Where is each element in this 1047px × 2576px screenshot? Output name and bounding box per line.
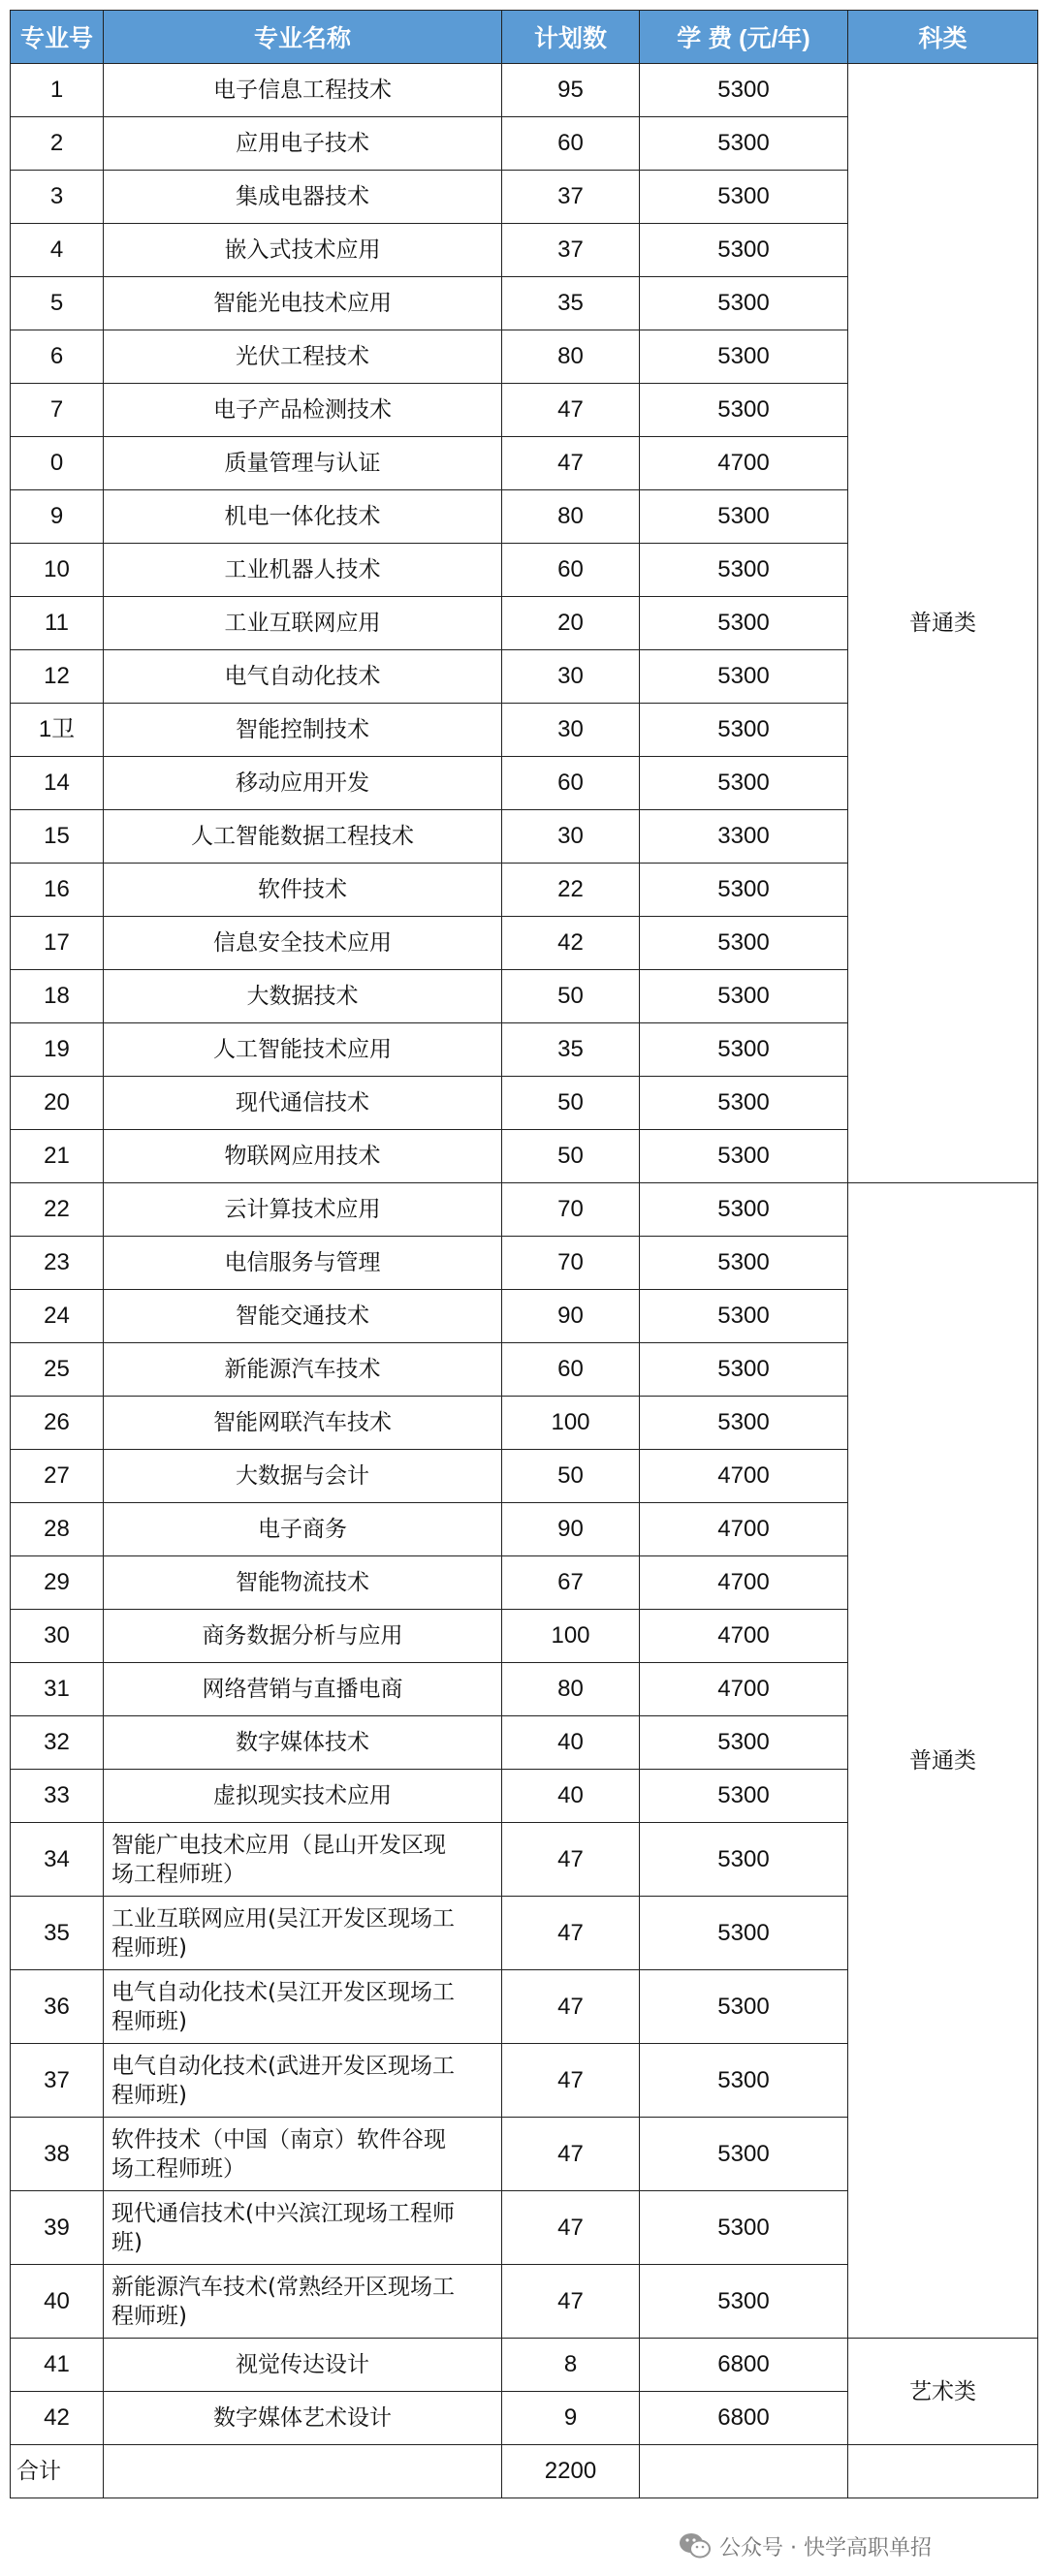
cell-plan-count: 9 <box>502 2392 640 2445</box>
cell-major-name <box>104 2265 502 2339</box>
cell-tuition: 5300 <box>640 1897 848 1970</box>
cell-plan-count: 35 <box>502 277 640 330</box>
total-plan-count: 2200 <box>502 2445 640 2498</box>
cell-major-name: 智能光电技术应用 <box>104 277 502 330</box>
cell-major-name: 电子产品检测技术 <box>104 384 502 437</box>
cell-plan-count: 40 <box>502 1770 640 1823</box>
cell-major-name: 大数据技术 <box>104 970 502 1023</box>
cell-major-number: 11 <box>11 597 104 650</box>
cell-tuition: 5300 <box>640 2265 848 2339</box>
cell-plan-count: 47 <box>502 2191 640 2265</box>
cell-major-name: 智能网联汽车技术 <box>104 1397 502 1450</box>
cell-major-name: 虚拟现实技术应用 <box>104 1770 502 1823</box>
cell-tuition: 5300 <box>640 1237 848 1290</box>
cell-major-number: 15 <box>11 810 104 864</box>
table-row <box>11 1183 1038 1237</box>
cell-major-name <box>104 1897 502 1970</box>
cell-plan-count: 47 <box>502 2265 640 2339</box>
cell-major-number: 39 <box>11 2191 104 2265</box>
cell-major-name: 大数据与会计 <box>104 1450 502 1503</box>
cell-major-number: 35 <box>11 1897 104 1970</box>
cell-major-number: 25 <box>11 1343 104 1397</box>
cell-major-name: 物联网应用技术 <box>104 1130 502 1183</box>
cell-plan-count: 60 <box>502 544 640 597</box>
cell-major-number: 12 <box>11 650 104 704</box>
enrollment-plan-table <box>10 10 1038 2498</box>
cell-major-number: 1卫 <box>11 704 104 757</box>
cell-major-name-line: 现代通信技术(中兴滨江现场工程师 <box>111 2200 455 2226</box>
cell-major-name: 机电一体化技术 <box>104 490 502 544</box>
cell-tuition: 6800 <box>640 2339 848 2392</box>
cell-major-number: 22 <box>11 1183 104 1237</box>
cell-tuition: 5300 <box>640 757 848 810</box>
cell-tuition: 5300 <box>640 1970 848 2044</box>
cell-plan-count: 47 <box>502 1897 640 1970</box>
cell-plan-count: 22 <box>502 864 640 917</box>
cell-tuition: 5300 <box>640 704 848 757</box>
cell-plan-count: 100 <box>502 1610 640 1663</box>
watermark <box>679 2527 932 2565</box>
cell-plan-count: 42 <box>502 917 640 970</box>
cell-major-name: 移动应用开发 <box>104 757 502 810</box>
cell-major-name: 电气自动化技术 <box>104 650 502 704</box>
cell-major-number: 40 <box>11 2265 104 2339</box>
cell-major-name: 应用电子技术 <box>104 117 502 171</box>
cell-major-number: 5 <box>11 277 104 330</box>
table-body <box>11 64 1038 2498</box>
cell-major-name: 软件技术 <box>104 864 502 917</box>
cell-major-name: 现代通信技术 <box>104 1077 502 1130</box>
cell-tuition: 4700 <box>640 437 848 490</box>
cell-tuition: 5300 <box>640 1183 848 1237</box>
cell-tuition: 6800 <box>640 2392 848 2445</box>
cell-tuition: 5300 <box>640 1823 848 1897</box>
cell-major-number: 23 <box>11 1237 104 1290</box>
cell-tuition: 5300 <box>640 650 848 704</box>
cell-tuition: 5300 <box>640 117 848 171</box>
cell-plan-count: 100 <box>502 1397 640 1450</box>
cell-tuition: 5300 <box>640 597 848 650</box>
cell-plan-count: 47 <box>502 2118 640 2191</box>
cell-major-name: 工业机器人技术 <box>104 544 502 597</box>
cell-major-name-line: 场工程师班） <box>111 1861 245 1887</box>
cell-plan-count: 50 <box>502 1130 640 1183</box>
cell-major-name-line: 新能源汽车技术(常熟经开区现场工 <box>111 2274 455 2300</box>
cell-major-name-line: 班) <box>111 2229 143 2255</box>
cell-major-number: 19 <box>11 1023 104 1077</box>
cell-major-name-line: 电气自动化技术(吴江开发区现场工 <box>111 1979 455 2005</box>
cell-tuition: 5300 <box>640 171 848 224</box>
cell-major-number: 1 <box>11 64 104 117</box>
cell-tuition: 5300 <box>640 490 848 544</box>
cell-major-name: 集成电器技术 <box>104 171 502 224</box>
cell-tuition: 5300 <box>640 970 848 1023</box>
cell-plan-count: 80 <box>502 330 640 384</box>
cell-major-number: 42 <box>11 2392 104 2445</box>
cell-major-name-line: 智能广电技术应用（昆山开发区现 <box>111 1832 446 1858</box>
total-label: 合计 <box>11 2445 104 2498</box>
cell-major-name: 数字媒体技术 <box>104 1716 502 1770</box>
header-row <box>11 11 1038 64</box>
cell-tuition: 5300 <box>640 1397 848 1450</box>
cell-plan-count: 80 <box>502 1663 640 1716</box>
header-plan-count: 计划数 <box>502 11 640 64</box>
cell-major-name <box>104 1970 502 2044</box>
cell-tuition: 5300 <box>640 1130 848 1183</box>
cell-tuition: 5300 <box>640 1077 848 1130</box>
cell-plan-count: 8 <box>502 2339 640 2392</box>
cell-tuition: 5300 <box>640 2118 848 2191</box>
table-row <box>11 2339 1038 2392</box>
cell-tuition: 5300 <box>640 544 848 597</box>
cell-plan-count: 60 <box>502 1343 640 1397</box>
cell-major-name: 视觉传达设计 <box>104 2339 502 2392</box>
cell-tuition: 4700 <box>640 1610 848 1663</box>
cell-major-number: 16 <box>11 864 104 917</box>
cell-plan-count: 30 <box>502 704 640 757</box>
cell-major-number: 34 <box>11 1823 104 1897</box>
cell-tuition: 5300 <box>640 917 848 970</box>
cell-plan-count: 90 <box>502 1290 640 1343</box>
table-row <box>11 64 1038 117</box>
cell-major-name: 人工智能技术应用 <box>104 1023 502 1077</box>
cell-plan-count: 67 <box>502 1556 640 1610</box>
cell-major-number: 31 <box>11 1663 104 1716</box>
header-category: 科类 <box>848 11 1038 64</box>
cell-plan-count: 80 <box>502 490 640 544</box>
cell-plan-count: 90 <box>502 1503 640 1556</box>
cell-plan-count: 95 <box>502 64 640 117</box>
cell-major-number: 20 <box>11 1077 104 1130</box>
cell-major-name: 智能物流技术 <box>104 1556 502 1610</box>
cell-plan-count: 40 <box>502 1716 640 1770</box>
cell-plan-count: 50 <box>502 970 640 1023</box>
cell-tuition: 5300 <box>640 1343 848 1397</box>
cell-category: 普通类 <box>848 1183 1038 2339</box>
cell-tuition: 3300 <box>640 810 848 864</box>
cell-plan-count: 47 <box>502 384 640 437</box>
cell-major-number: 21 <box>11 1130 104 1183</box>
cell-plan-count: 37 <box>502 224 640 277</box>
cell-tuition: 4700 <box>640 1503 848 1556</box>
cell-major-name: 网络营销与直播电商 <box>104 1663 502 1716</box>
cell-major-name-line: 程师班) <box>111 2303 187 2329</box>
cell-plan-count: 35 <box>502 1023 640 1077</box>
cell-major-number: 24 <box>11 1290 104 1343</box>
cell-major-number: 28 <box>11 1503 104 1556</box>
cell-major-number: 26 <box>11 1397 104 1450</box>
cell-plan-count: 70 <box>502 1237 640 1290</box>
cell-tuition: 5300 <box>640 64 848 117</box>
cell-major-name-line: 程师班) <box>111 1934 187 1961</box>
cell-tuition: 5300 <box>640 384 848 437</box>
cell-plan-count: 30 <box>502 810 640 864</box>
cell-major-number: 17 <box>11 917 104 970</box>
cell-major-number: 32 <box>11 1716 104 1770</box>
watermark-text: 公众号 · 快学高职单招 <box>719 2535 932 2560</box>
cell-major-name: 电子信息工程技术 <box>104 64 502 117</box>
cell-major-number: 2 <box>11 117 104 171</box>
cell-major-name: 光伏工程技术 <box>104 330 502 384</box>
cell-major-number: 33 <box>11 1770 104 1823</box>
cell-plan-count: 37 <box>502 171 640 224</box>
cell-major-number: 29 <box>11 1556 104 1610</box>
cell-tuition: 5300 <box>640 224 848 277</box>
cell-tuition: 5300 <box>640 2044 848 2118</box>
cell-major-name: 云计算技术应用 <box>104 1183 502 1237</box>
cell-plan-count: 50 <box>502 1077 640 1130</box>
cell-major-name-line: 软件技术（中国（南京）软件谷现 <box>111 2126 446 2152</box>
cell-major-number: 6 <box>11 330 104 384</box>
cell-major-number: 37 <box>11 2044 104 2118</box>
cell-plan-count: 47 <box>502 1823 640 1897</box>
cell-major-number: 0 <box>11 437 104 490</box>
cell-major-name: 嵌入式技术应用 <box>104 224 502 277</box>
cell-major-name <box>104 1823 502 1897</box>
cell-major-name-line: 电气自动化技术(武进开发区现场工 <box>111 2053 455 2079</box>
total-row <box>11 2445 1038 2498</box>
cell-tuition: 4700 <box>640 1663 848 1716</box>
total-category-empty <box>848 2445 1038 2498</box>
header-major-name: 专业名称 <box>104 11 502 64</box>
cell-major-name: 新能源汽车技术 <box>104 1343 502 1397</box>
header-major-number: 专业号 <box>11 11 104 64</box>
cell-major-name: 智能控制技术 <box>104 704 502 757</box>
total-fee-empty <box>640 2445 848 2498</box>
cell-plan-count: 47 <box>502 1970 640 2044</box>
cell-category: 普通类 <box>848 64 1038 1183</box>
cell-tuition: 5300 <box>640 1290 848 1343</box>
cell-tuition: 5300 <box>640 2191 848 2265</box>
cell-major-number: 4 <box>11 224 104 277</box>
cell-major-number: 18 <box>11 970 104 1023</box>
cell-major-name: 信息安全技术应用 <box>104 917 502 970</box>
cell-plan-count: 20 <box>502 597 640 650</box>
cell-category: 艺术类 <box>848 2339 1038 2445</box>
cell-plan-count: 47 <box>502 2044 640 2118</box>
cell-major-name <box>104 2191 502 2265</box>
total-name-empty <box>104 2445 502 2498</box>
cell-major-name-line: 场工程师班） <box>111 2155 245 2182</box>
cell-plan-count: 60 <box>502 757 640 810</box>
cell-tuition: 5300 <box>640 330 848 384</box>
cell-major-number: 9 <box>11 490 104 544</box>
cell-plan-count: 47 <box>502 437 640 490</box>
cell-major-number: 7 <box>11 384 104 437</box>
cell-major-name: 商务数据分析与应用 <box>104 1610 502 1663</box>
cell-tuition: 4700 <box>640 1556 848 1610</box>
cell-major-number: 30 <box>11 1610 104 1663</box>
cell-major-name <box>104 2118 502 2191</box>
cell-major-name-line: 程师班) <box>111 2008 187 2034</box>
cell-major-name-line: 程师班) <box>111 2082 187 2108</box>
header-tuition: 学 费 (元/年) <box>640 11 848 64</box>
cell-major-name: 工业互联网应用 <box>104 597 502 650</box>
cell-tuition: 5300 <box>640 1023 848 1077</box>
cell-major-number: 36 <box>11 1970 104 2044</box>
cell-major-number: 14 <box>11 757 104 810</box>
cell-plan-count: 50 <box>502 1450 640 1503</box>
cell-major-name-line: 工业互联网应用(吴江开发区现场工 <box>111 1905 455 1932</box>
cell-plan-count: 30 <box>502 650 640 704</box>
cell-major-name: 电子商务 <box>104 1503 502 1556</box>
cell-major-name <box>104 2044 502 2118</box>
cell-plan-count: 60 <box>502 117 640 171</box>
cell-major-name: 人工智能数据工程技术 <box>104 810 502 864</box>
cell-major-number: 38 <box>11 2118 104 2191</box>
cell-major-name: 电信服务与管理 <box>104 1237 502 1290</box>
cell-major-number: 10 <box>11 544 104 597</box>
cell-major-number: 27 <box>11 1450 104 1503</box>
wechat-icon <box>679 2531 712 2560</box>
cell-major-number: 3 <box>11 171 104 224</box>
cell-tuition: 5300 <box>640 864 848 917</box>
cell-major-name: 数字媒体艺术设计 <box>104 2392 502 2445</box>
cell-major-name: 智能交通技术 <box>104 1290 502 1343</box>
cell-major-number: 41 <box>11 2339 104 2392</box>
cell-tuition: 5300 <box>640 1716 848 1770</box>
cell-major-name: 质量管理与认证 <box>104 437 502 490</box>
cell-tuition: 5300 <box>640 277 848 330</box>
cell-tuition: 4700 <box>640 1450 848 1503</box>
cell-plan-count: 70 <box>502 1183 640 1237</box>
cell-tuition: 5300 <box>640 1770 848 1823</box>
